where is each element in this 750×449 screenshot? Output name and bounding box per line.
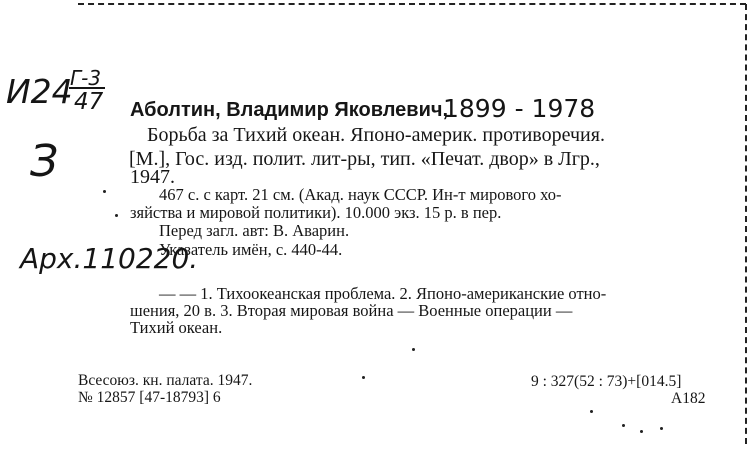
title-line-3: 1947. [130, 166, 175, 188]
scan-speck [115, 214, 118, 217]
note-index: Указатель имён, с. 440-44. [159, 240, 343, 259]
scan-speck [660, 427, 663, 430]
title-line-1: Борьба за Тихий океан. Японо-америк. противоречия. [147, 124, 605, 146]
card-top-perforation [78, 3, 746, 5]
subjects-line-1: — — 1. Тихоокеанская проблема. 2. Японо-американские отно- [159, 284, 607, 303]
scan-speck [103, 190, 106, 193]
scan-speck [412, 348, 415, 351]
subjects-line-2: шения, 20 в. 3. Вторая мировая война — Военные операции — [130, 301, 573, 320]
note-author-pseudonym: Перед загл. авт: В. Аварин. [159, 221, 350, 240]
scan-speck [622, 424, 625, 427]
handwritten-archive-number: Арх.110220. [20, 242, 199, 275]
footer-record-number: № 12857 [47-18793] 6 [78, 389, 221, 406]
scan-speck [640, 430, 643, 433]
subjects-line-3: Тихий океан. [130, 318, 223, 337]
handwritten-life-years: 1899 - 1978 [443, 94, 596, 123]
card-right-perforation [745, 4, 747, 444]
handwritten-fraction-bottom: 47 [74, 89, 104, 115]
title-line-2: [М.], Гос. изд. полит. лит-ры, тип. «Печат. двор» в Лгр., [129, 148, 600, 170]
handwritten-shelf-mark: И24 [6, 72, 73, 111]
footer-classification: 9 : 327(52 : 73)+[014.5] [531, 373, 682, 390]
scan-speck [362, 376, 365, 379]
handwritten-copy-mark: З [30, 136, 59, 187]
scan-speck [590, 410, 593, 413]
collation-line-2: зяйства и мировой политики). 10.000 экз. 15 р. в пер. [130, 203, 502, 222]
author-heading: Аболтин, Владимир Яковлевич, [130, 99, 449, 121]
handwritten-fraction-top: Г-3 [70, 66, 102, 90]
footer-book-chamber: Всесоюз. кн. палата. 1947. [78, 372, 253, 389]
footer-author-sign: А182 [671, 390, 706, 407]
collation-line-1: 467 с. с карт. 21 см. (Акад. наук СССР. Ин-т мирового хо- [159, 185, 562, 204]
